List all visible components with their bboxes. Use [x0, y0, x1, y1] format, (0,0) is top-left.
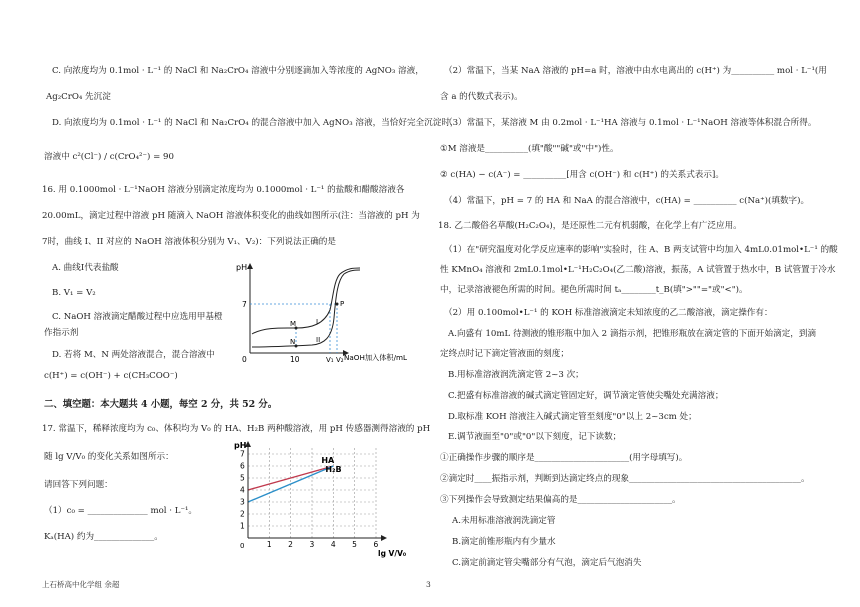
y-tick-7: 7 — [242, 300, 247, 309]
curve-i-label: I — [316, 318, 319, 326]
q18-step-e: E.调节液面至"0"或"0"以下刻度，记下读数； — [448, 432, 622, 442]
x-tick-label: 4 — [330, 540, 336, 549]
m-label: M — [290, 320, 297, 328]
q18-sub-3: ③下列操作会导致测定结果偏高的是______________________。 — [440, 495, 681, 505]
y-tick-label: 3 — [240, 497, 245, 507]
chart-xlabel: lg V/V₀ — [378, 549, 407, 558]
series-label-1: H₂B — [325, 465, 342, 474]
v1-label: V₁ — [326, 356, 334, 364]
x-tick-label: 2 — [288, 540, 293, 549]
q15-option-c-cont: Ag₂CrO₄ 先沉淀 — [46, 92, 111, 102]
y-tick-label: 4 — [240, 485, 245, 495]
q17-stem-1: 17. 常温下，稀释浓度均为 c₀、体积均为 V₀ 的 HA、H₂B 两种酸溶液，用 pH 传感器测得溶液的 pH — [42, 424, 431, 434]
q18-sub-1: ①正确操作步骤的顺序是______________________(用字母填写)。 — [440, 453, 688, 463]
q17-part3: （3）常温下，某溶液 M 由 0.2mol · L⁻¹HA 溶液与 0.1mol · L⁻¹NaOH 溶液等体积混合所得。 — [444, 118, 817, 128]
x-axis-label: NaOH加入体积/mL — [344, 353, 408, 362]
origin-label: 0 — [242, 355, 247, 364]
page-number: 3 — [426, 580, 431, 589]
v2-label: V₂ — [336, 356, 344, 364]
q17-part3-1: ①M 溶液是__________(填"酸""碱"或"中")性。 — [440, 144, 619, 154]
point-p — [336, 303, 339, 306]
q18-part1-1: （1）在"研究温度对化学反应速率的影响"实验时，往 A、B 两支试管中均加入 4mL0.01mol•L⁻¹ 的酸 — [444, 245, 838, 255]
q15-option-d: D. 向浓度均为 0.1mol · L⁻¹ 的 NaCl 和 Na₂CrO₄ 的混合溶液中加入 AgNO₃ 溶液，当恰好完全沉淀时， — [52, 118, 459, 128]
x-tick-label: 3 — [309, 540, 315, 549]
q18-part1-2: 性 KMnO₄ 溶液和 2mL0.1mol•L⁻¹H₂C₂O₄(乙二酸)溶液，振荡，A 试管置于热水中，B 试管置于冷水 — [440, 265, 836, 275]
series-label-0: HA — [321, 456, 335, 465]
q17-prompt: 请回答下列问题： — [44, 480, 113, 490]
y-tick-label: 1 — [240, 521, 245, 531]
chart-grid — [248, 448, 376, 538]
y-tick-label: 6 — [240, 461, 245, 471]
q18-sub-3-a: A.未用标准溶液润洗滴定管 — [452, 516, 556, 526]
q16-stem-2: 20.00mL，滴定过程中溶液 pH 随滴入 NaOH 溶液体积变化的曲线如图所示(注：当溶液的 pH 为 — [42, 211, 420, 221]
dilution-chart — [228, 438, 418, 562]
x-tick-label: 6 — [373, 540, 379, 549]
q17-part4: （4）常温下，pH = 7 的 HA 和 NaA 的混合溶液中，c(HA) = __________ c(Na⁺)(填数字)。 — [444, 196, 810, 206]
q18-part1-3: 中，记录溶液褪色所需的时间。褪色所需时间 tₐ________t_B(填">""="或"<")。 — [440, 285, 748, 295]
chart-origin: 0 — [240, 542, 245, 550]
q16-option-a: A. 曲线Ⅰ代表盐酸 — [52, 263, 119, 273]
q16-stem-1: 16. 用 0.1000mol · L⁻¹NaOH 溶液分别滴定浓度均为 0.1000mol · L⁻¹ 的盐酸和醋酸溶液各 — [42, 185, 405, 195]
q17-part2: （2）常温下，当某 NaA 溶液的 pH=a 时，溶液中由水电离出的 c(H⁺) 为__________ mol · L⁻¹(用 — [444, 66, 827, 76]
q17-part1: （1）c₀ = ______________ mol · L⁻¹。 — [44, 506, 198, 516]
curve-ii-label: II — [316, 336, 321, 344]
q18-step-b: B.用标准溶液润洗滴定管 2~3 次； — [448, 370, 584, 380]
q17-stem-2: 随 lg V/V₀ 的变化关系如图所示： — [44, 452, 174, 462]
y-tick-label: 5 — [240, 473, 245, 483]
q16-stem-3: 7时，曲线 I、II 对应的 NaOH 溶液体积分别为 V₁、V₂)：下列说法正确的是 — [42, 237, 336, 247]
curve-ii — [252, 270, 360, 347]
q18-part2: （2）用 0.100mol•L⁻¹ 的 KOH 标准溶液滴定未知浓度的乙二酸溶液，滴定操作有： — [444, 308, 773, 318]
y-tick-label: 2 — [240, 509, 245, 519]
q18-stem: 18. 乙二酸俗名草酸(H₂C₂O₄)，是还原性二元有机弱酸，在化学上有广泛应用。 — [438, 221, 742, 231]
page-footer: 上石桥高中化学组 余超 — [42, 580, 120, 589]
q17-part2-cont: 含 a 的代数式表示)。 — [440, 92, 523, 102]
q18-step-a-cont: 定终点时记下滴定管液面的刻度； — [440, 349, 569, 359]
q18-sub-3-c: C.滴定前滴定管尖嘴部分有气泡，滴定后气泡消失 — [452, 558, 642, 568]
q16-option-d-cont: c(H⁺) = c(OH⁻) + c(CH₃COO⁻) — [44, 371, 178, 381]
q17-part3-2: ② c(HA) − c(A⁻) = __________[用含 c(OH⁻) 和 c(H⁺) 的关系式表示]。 — [440, 170, 724, 180]
q17-part1-ka: Kₐ(HA) 约为______________。 — [44, 532, 163, 542]
chart-ylabel: pH — [234, 441, 247, 450]
section-two-heading: 二、填空题：本大题共 4 小题，每空 2 分，共 52 分。 — [44, 399, 278, 410]
n-label: N — [290, 338, 296, 346]
y-axis-label: pH — [236, 263, 248, 272]
q18-step-c: C.把盛有标准溶液的碱式滴定管固定好，调节滴定管使尖嘴处充满溶液； — [448, 391, 724, 401]
q18-step-a: A.向盛有 10mL 待测液的锥形瓶中加入 2 滴指示剂，把锥形瓶放在滴定管的下面开始滴定，到滴 — [448, 329, 817, 339]
q16-option-b: B. V₁ = V₂ — [52, 288, 96, 298]
x-tick-label: 5 — [352, 540, 357, 549]
chart-ticks — [240, 450, 379, 550]
p-label: P — [340, 300, 345, 308]
q16-option-d: D. 若将 M、N 两处溶液混合，混合溶液中 — [52, 350, 215, 360]
q18-sub-2: ②滴定时____振指示剂，判断到达滴定终点的现象________________________________________。 — [440, 474, 810, 484]
q15-option-d-cont: 溶液中 c²(Cl⁻) / c(CrO₄²⁻) = 90 — [44, 152, 174, 162]
q18-sub-3-b: B.滴定前锥形瓶内有少量水 — [452, 537, 556, 547]
q18-step-d: D.取标准 KOH 溶液注入碱式滴定管至刻度"0"以上 2~3cm 处； — [448, 412, 697, 422]
q15-option-c: C. 向浓度均为 0.1mol · L⁻¹ 的 NaCl 和 Na₂CrO₄ 溶液中分别逐滴加入等浓度的 AgNO₃ 溶液， — [52, 66, 424, 76]
chart-series — [248, 456, 342, 502]
titration-graph — [232, 258, 422, 370]
x-tick-label: 1 — [266, 540, 272, 549]
y-tick-label: 7 — [240, 449, 245, 459]
q16-option-c-cont: 作指示剂 — [44, 328, 79, 338]
x-tick-10: 10 — [290, 355, 300, 364]
q16-option-c: C. NaOH 溶液滴定醋酸过程中应选用甲基橙 — [52, 312, 223, 322]
